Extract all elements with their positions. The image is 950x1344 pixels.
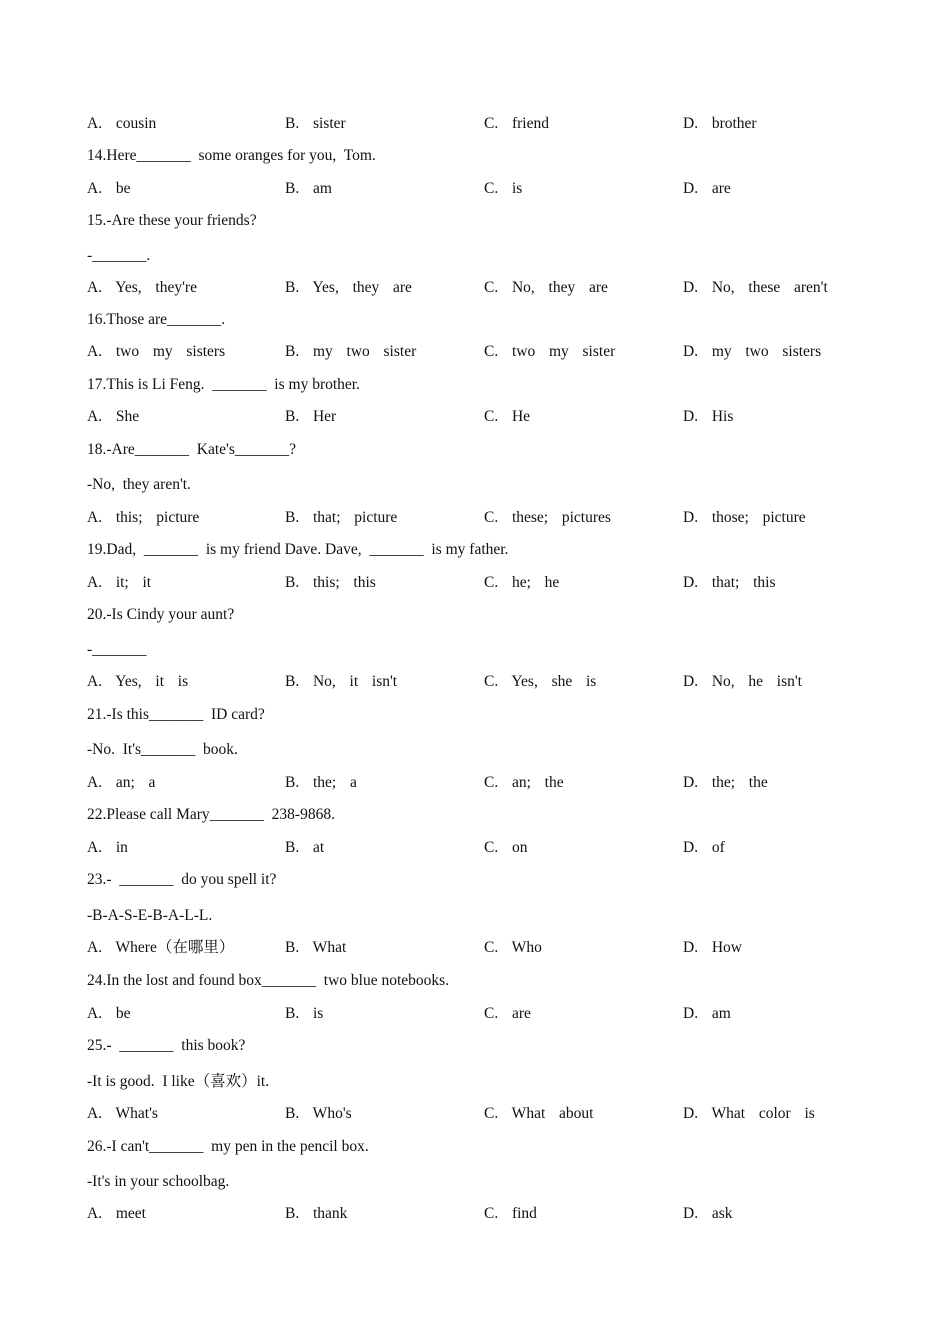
- question-14: 14.Here_______ some oranges for you, Tom.: [87, 147, 376, 164]
- option-c: C. these; pictures: [484, 509, 611, 526]
- option-a: A. cousin: [87, 115, 157, 132]
- option-a: A. meet: [87, 1205, 146, 1222]
- option-c: C. Who: [484, 939, 542, 956]
- option-d: D. are: [683, 180, 731, 197]
- answer-line-23: -B-A-S-E-B-A-L-L.: [87, 907, 213, 924]
- question-15: 15.-Are these your friends?: [87, 212, 257, 229]
- answer-line-25: -It is good. I like（喜欢）it.: [87, 1073, 270, 1090]
- option-b: B. Who's: [285, 1105, 352, 1122]
- answer-options-q23: [87, 938, 887, 958]
- option-a: A. Yes, they're: [87, 279, 197, 296]
- option-d: D. How: [683, 939, 742, 956]
- option-c: C. an; the: [484, 774, 564, 791]
- question-26: 26.-I can't_______ my pen in the pencil box.: [87, 1138, 369, 1155]
- question-23: 23.- _______ do you spell it?: [87, 871, 277, 888]
- option-c: C. Yes, she is: [484, 673, 597, 690]
- option-a: A. be: [87, 1005, 131, 1022]
- option-d: D. No, these aren't: [683, 279, 828, 296]
- answer-options-q14: [87, 179, 887, 199]
- option-c: C. are: [484, 1005, 531, 1022]
- answer-options-q21: [87, 773, 887, 793]
- option-d: D. those; picture: [683, 509, 806, 526]
- option-b: B. What: [285, 939, 347, 956]
- option-a: A. What's: [87, 1105, 158, 1122]
- option-b: B. am: [285, 180, 332, 197]
- option-b: B. the; a: [285, 774, 357, 791]
- question-16: 16.Those are_______.: [87, 311, 226, 328]
- answer-line-20: -_______: [87, 641, 147, 658]
- option-a: A. an; a: [87, 774, 156, 791]
- option-d: D. brother: [683, 115, 757, 132]
- option-a: A. Where（在哪里）: [87, 939, 235, 956]
- option-c: C. find: [484, 1205, 537, 1222]
- answer-line-18: -No, they aren't.: [87, 476, 191, 493]
- option-d: D. am: [683, 1005, 731, 1022]
- option-b: B. thank: [285, 1205, 348, 1222]
- option-a: A. this; picture: [87, 509, 200, 526]
- option-a: A. in: [87, 839, 128, 856]
- answer-options-q24: [87, 1004, 887, 1024]
- answer-options-q26: [87, 1204, 887, 1224]
- answer-line-15: -_______.: [87, 247, 151, 264]
- option-a: A. two my sisters: [87, 343, 226, 360]
- option-d: D. that; this: [683, 574, 776, 591]
- answer-options-q19: [87, 573, 887, 593]
- answer-options-q18: [87, 508, 887, 528]
- option-a: A. be: [87, 180, 131, 197]
- option-d: D. my two sisters: [683, 343, 822, 360]
- answer-options-q17: [87, 407, 887, 427]
- option-d: D. No, he isn't: [683, 673, 802, 690]
- option-b: B. No, it isn't: [285, 673, 398, 690]
- option-c: C. He: [484, 408, 531, 425]
- option-d: D. of: [683, 839, 725, 856]
- answer-line-21: -No. It's_______ book.: [87, 741, 238, 758]
- question-20: 20.-Is Cindy your aunt?: [87, 606, 235, 623]
- option-c: C. on: [484, 839, 528, 856]
- option-b: B. is: [285, 1005, 324, 1022]
- option-b: B. this; this: [285, 574, 376, 591]
- question-24: 24.In the lost and found box_______ two blue notebooks.: [87, 972, 450, 989]
- option-d: D. His: [683, 408, 734, 425]
- option-b: B. sister: [285, 115, 346, 132]
- option-c: C. friend: [484, 115, 549, 132]
- answer-options-q25: [87, 1104, 887, 1124]
- option-d: D. What color is: [683, 1105, 815, 1122]
- option-d: D. the; the: [683, 774, 768, 791]
- option-a: A. She: [87, 408, 140, 425]
- answer-options-q15: [87, 278, 887, 298]
- question-21: 21.-Is this_______ ID card?: [87, 706, 265, 723]
- question-19: 19.Dad, _______ is my friend Dave. Dave, _______ is my father.: [87, 541, 509, 558]
- answer-options-q13: [87, 114, 887, 134]
- answer-options-q20: [87, 672, 887, 692]
- option-b: B. at: [285, 839, 325, 856]
- option-b: B. Her: [285, 408, 337, 425]
- answer-line-26: -It's in your schoolbag.: [87, 1173, 230, 1190]
- option-b: B. my two sister: [285, 343, 417, 360]
- option-c: C. What about: [484, 1105, 594, 1122]
- option-d: D. ask: [683, 1205, 733, 1222]
- option-b: B. Yes, they are: [285, 279, 412, 296]
- option-a: A. it; it: [87, 574, 152, 591]
- option-c: C. two my sister: [484, 343, 616, 360]
- answer-options-q16: [87, 342, 887, 362]
- question-17: 17.This is Li Feng. _______ is my brother.: [87, 376, 360, 393]
- option-a: A. Yes, it is: [87, 673, 189, 690]
- question-18: 18.-Are_______ Kate's_______?: [87, 441, 296, 458]
- answer-options-q22: [87, 838, 887, 858]
- option-b: B. that; picture: [285, 509, 398, 526]
- question-25: 25.- _______ this book?: [87, 1037, 246, 1054]
- option-c: C. he; he: [484, 574, 560, 591]
- option-c: C. No, they are: [484, 279, 608, 296]
- question-22: 22.Please call Mary_______ 238-9868.: [87, 806, 335, 823]
- option-c: C. is: [484, 180, 523, 197]
